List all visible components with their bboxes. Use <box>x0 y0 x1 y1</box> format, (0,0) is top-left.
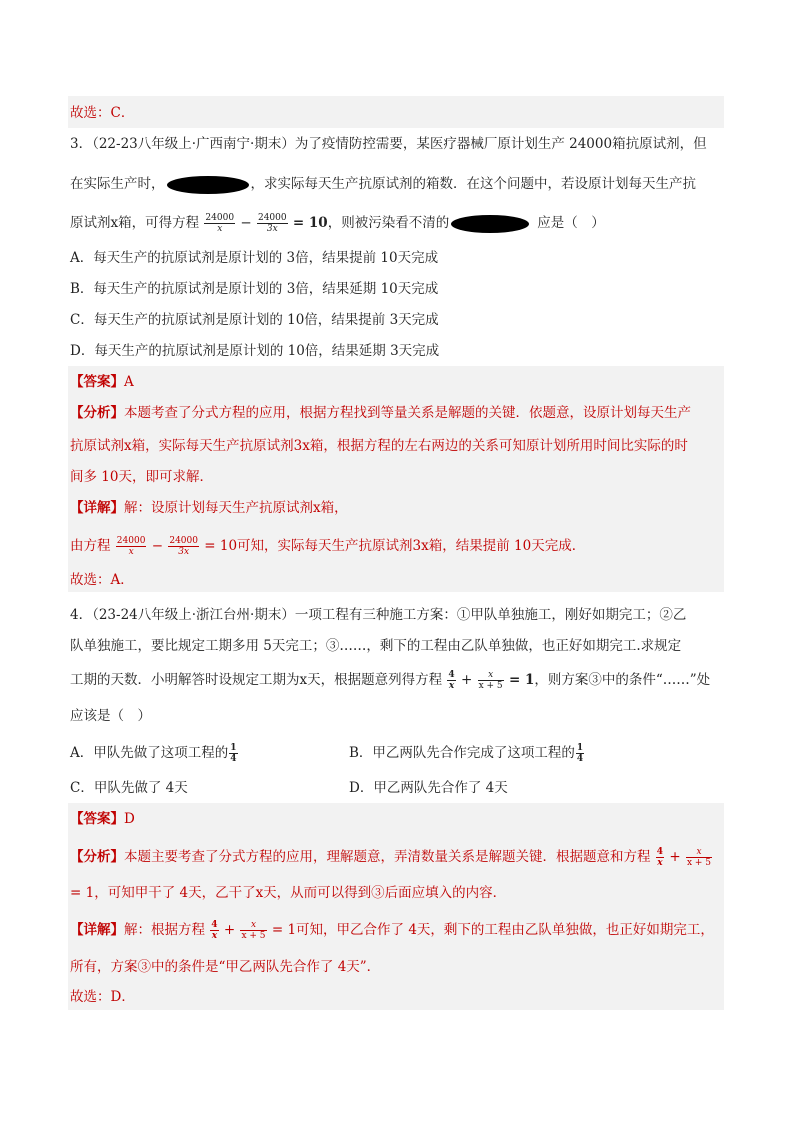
detail-text: 解：根据方程 <box>124 922 205 938</box>
denominator: 4 <box>230 754 237 764</box>
denominator: x <box>448 681 455 691</box>
numerator: 4 <box>211 920 218 930</box>
minus-sign: − <box>240 215 252 231</box>
answer-band-q4 <box>68 803 724 1010</box>
q3-text: ，则被污染看不清的 <box>327 215 450 231</box>
fraction <box>168 536 199 557</box>
numerator: 1 <box>576 743 584 753</box>
detail-label: 【详解】 <box>70 922 124 938</box>
q3-stem-line1: 3．（22-23八年级上·广西南宁·期末）为了疫情防控需要，某医疗器械厂原计划生产 24000箱抗原试剂，但 <box>70 136 707 152</box>
detail-text: 解：设原计划每天生产抗原试剂x箱， <box>124 500 348 516</box>
q3-option-c: C．每天生产的抗原试剂是原计划的 10倍，结果提前 3天完成 <box>70 312 439 328</box>
q4-stem-line2: 队单独施工，要比规定工期多用 5天完工；③……，剩下的工程由乙队单独做，也正好如期完工.求规定 <box>70 638 682 654</box>
q4-text: ，则方案③中的条件“……”处 <box>534 672 711 688</box>
q4-analysis-line1 <box>70 847 713 868</box>
analysis-text: 本题考查了分式方程的应用，根据方程找到等量关系是解题的关键．依题意，设原计划每天生产 <box>124 405 691 421</box>
q4-detail-line1 <box>70 920 714 941</box>
answer-value: A <box>124 374 134 390</box>
numerator: 24000 <box>116 536 146 546</box>
q3-analysis-line3: 间多 10天，即可求解． <box>70 469 213 485</box>
answer-band-q2 <box>68 96 724 128</box>
fraction <box>204 213 235 234</box>
q3-stem-line2 <box>70 175 696 194</box>
analysis-text: 本题主要考查了分式方程的应用，理解题意，弄清数量关系是解题关键．根据题意和方程 <box>124 849 651 865</box>
fraction <box>210 920 218 941</box>
q3-detail-line2 <box>70 536 585 557</box>
numerator: 24000 <box>257 213 287 223</box>
option-text: A．甲队先做了这项工程的 <box>70 745 229 761</box>
q4-stem-line4: 应该是（ ） <box>70 708 151 724</box>
q4-detail-line2: 所有，方案③中的条件是“甲乙两队先合作了 4天”． <box>70 959 381 975</box>
numerator: 24000 <box>169 536 198 546</box>
numerator: x <box>478 670 504 681</box>
numerator: 1 <box>230 743 237 753</box>
fraction <box>116 536 147 557</box>
fraction <box>656 847 664 868</box>
q4-stem-line1: 4．（23-24八年级上·浙江台州·期末）一项工程有三种施工方案：①甲队单独施工，刚好如期完工；②乙 <box>70 607 687 623</box>
q3-analysis-line1 <box>70 404 691 422</box>
denominator: 3x <box>178 547 190 557</box>
denominator: x <box>128 547 134 557</box>
ink-blot <box>167 176 249 194</box>
fraction <box>686 847 712 868</box>
denominator: x + 5 <box>686 858 712 868</box>
q3-stem-line3 <box>70 213 605 234</box>
q3-option-b: B．每天生产的抗原试剂是原计划的 3倍，结果延期 10天完成 <box>70 281 439 297</box>
fraction <box>257 213 288 234</box>
detail-text: = 10可知，实际每天生产抗原试剂3x箱，结果提前 10天完成． <box>204 538 586 554</box>
q4-option-b <box>349 743 585 764</box>
denominator: x <box>211 931 218 941</box>
numerator: x <box>686 847 712 858</box>
denominator: x <box>217 224 223 234</box>
q3-text: 原试剂x箱，可得方程 <box>70 215 200 231</box>
denominator: x <box>657 858 663 868</box>
denominator: x + 5 <box>478 681 503 691</box>
q2-final-answer: 故选：C． <box>70 105 135 121</box>
q4-analysis-line2: = 1，可知甲干了 4天，乙干了x天，从而可以得到③后面应填入的内容． <box>70 885 507 901</box>
q3-answer <box>70 373 134 391</box>
numerator: 24000 <box>205 213 235 223</box>
fraction <box>478 670 504 691</box>
detail-text: 由方程 <box>70 538 111 554</box>
q3-final-answer: 故选：A． <box>70 572 134 588</box>
q4-text: 工期的天数．小明解答时设规定工期为x天，根据题意列得方程 <box>70 672 443 688</box>
q3-text: 在实际生产时， <box>70 176 165 192</box>
numerator: 4 <box>656 847 664 857</box>
denominator: 3x <box>266 224 278 234</box>
fraction <box>240 920 266 941</box>
plus-sign: + <box>460 672 473 688</box>
q4-final-answer: 故选：D． <box>70 989 135 1005</box>
fraction <box>447 670 455 691</box>
answer-label: 【答案】 <box>70 374 124 390</box>
analysis-label: 【分析】 <box>70 405 124 421</box>
ink-blot <box>451 215 529 233</box>
equation-rhs: = 1 <box>508 672 535 688</box>
q3-text: ，求实际每天生产抗原试剂的箱数．在这个问题中，若设原计划每天生产抗 <box>250 176 696 192</box>
minus-sign: − <box>151 538 164 554</box>
answer-value: D <box>124 811 135 827</box>
detail-label: 【详解】 <box>70 500 124 516</box>
plus-sign: + <box>669 849 681 865</box>
analysis-label: 【分析】 <box>70 849 124 865</box>
q3-option-d: D．每天生产的抗原试剂是原计划的 10倍，结果延期 3天完成 <box>70 343 440 359</box>
denominator: 4 <box>576 754 584 764</box>
q4-option-c: C．甲队先做了 4天 <box>70 780 188 796</box>
q3-option-a: A．每天生产的抗原试剂是原计划的 3倍，结果提前 10天完成 <box>70 250 439 266</box>
equation-rhs: = 10 <box>292 215 328 231</box>
fraction <box>229 743 237 764</box>
fraction <box>576 743 584 764</box>
plus-sign: + <box>223 922 236 938</box>
numerator: x <box>240 920 266 931</box>
numerator: 4 <box>448 670 455 680</box>
detail-text: = 1可知，甲乙合作了 4天，剩下的工程由乙队单独做，也正好如期完工， <box>271 922 714 938</box>
q4-option-d: D．甲乙两队先合作了 4天 <box>349 780 508 796</box>
q3-text: 应是（ ） <box>537 215 605 231</box>
option-text: B．甲乙两队先合作完成了这项工程的 <box>349 745 575 761</box>
q4-option-a <box>70 743 239 764</box>
denominator: x + 5 <box>241 931 266 941</box>
q4-answer <box>70 810 135 828</box>
q3-detail-line1 <box>70 499 348 517</box>
q3-analysis-line2: 抗原试剂x箱，实际每天生产抗原试剂3x箱，根据方程的左右两边的关系可知原计划所用时间比实际的时 <box>70 438 688 454</box>
answer-label: 【答案】 <box>70 811 124 827</box>
q4-stem-line3 <box>70 670 710 691</box>
